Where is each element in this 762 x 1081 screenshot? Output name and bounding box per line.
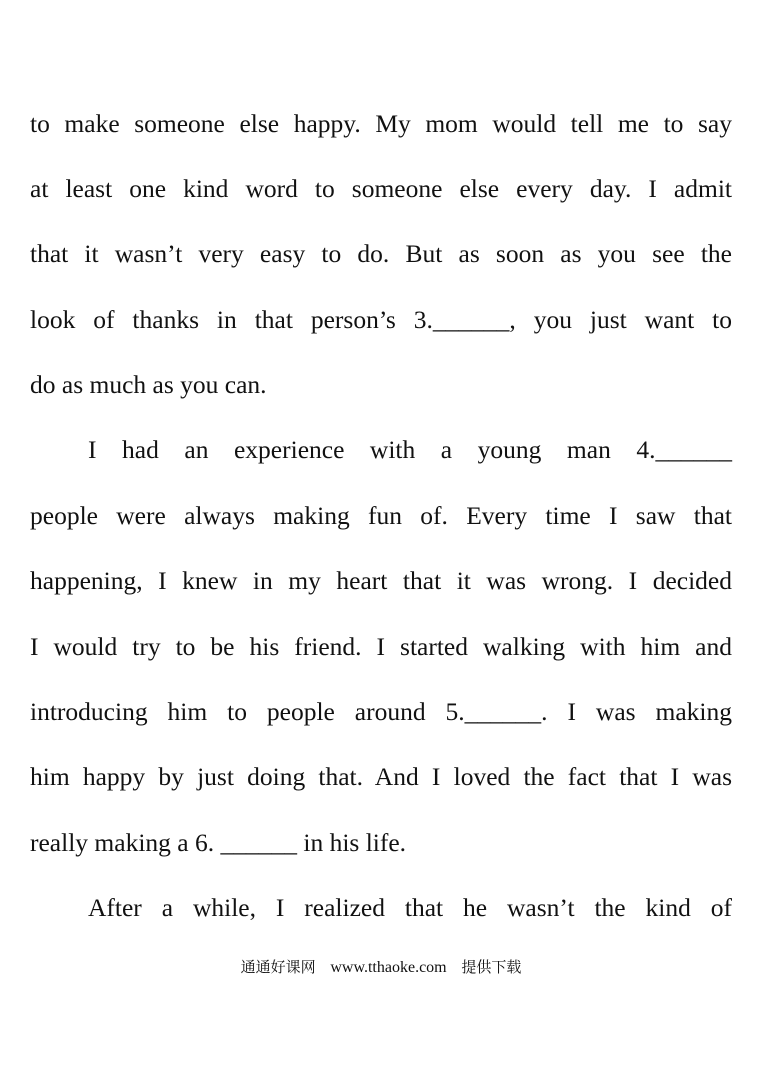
passage-line-9: I would try to be his friend. I started walking with him and	[30, 632, 732, 661]
passage-line-10-blank-5: introducing him to people around 5.______. I was making	[30, 697, 732, 726]
passage-line-5: do as much as you can.	[30, 370, 267, 399]
passage-line-3: that it wasn’t very easy to do. But as soon as you see the	[30, 239, 732, 268]
passage-line-7: people were always making fun of. Every time I saw that	[30, 501, 732, 530]
passage-line-8: happening, I knew in my heart that it was wrong. I decided	[30, 566, 732, 595]
footer-suffix: 提供下载	[461, 958, 522, 976]
footer-site-name: 通通好课网	[240, 958, 316, 976]
passage-line-1: to make someone else happy. My mom would tell me to say	[30, 109, 732, 138]
passage-line-12-blank-6: really making a 6. ______ in his life.	[30, 828, 407, 857]
passage-line-11: him happy by just doing that. And I loved the fact that I was	[30, 762, 732, 791]
page-footer	[0, 955, 762, 979]
passage-line-6-blank-4: I had an experience with a young man 4.______	[88, 435, 732, 464]
passage-line-13: After a while, I realized that he wasn’t the kind of	[88, 893, 732, 922]
passage-line-2: at least one kind word to someone else every day. I admit	[30, 174, 732, 203]
passage-line-4-blank-3: look of thanks in that person’s 3.______, you just want to	[30, 305, 732, 334]
footer-url: www.tthaoke.com	[330, 959, 447, 976]
